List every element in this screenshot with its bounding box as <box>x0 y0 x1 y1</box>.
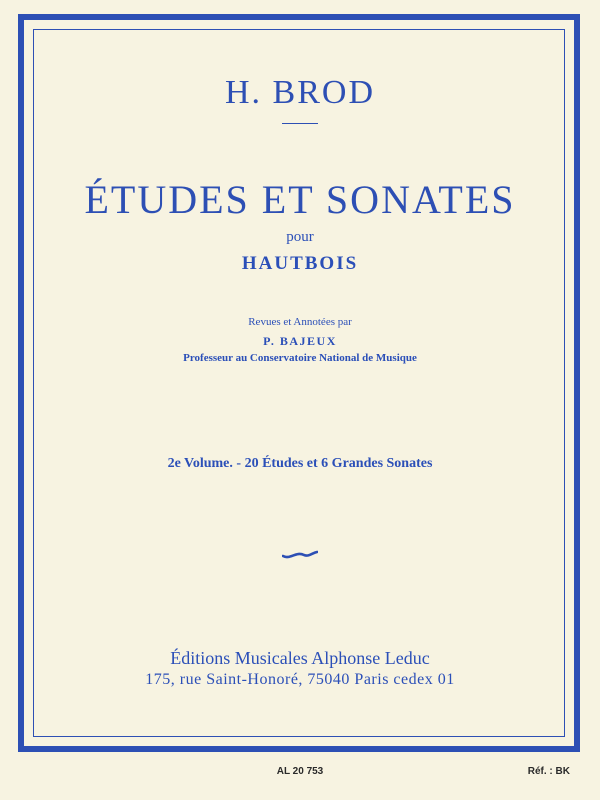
volume-description: 2e Volume. - 20 Études et 6 Grandes Sonates <box>167 456 433 471</box>
instrument-name: HAUTBOIS <box>241 253 359 274</box>
divider-rule <box>282 123 318 124</box>
editor-name: P. BAJEUX <box>263 334 337 348</box>
publisher-address: 175, rue Saint-Honoré, 75040 Paris cedex 01 <box>145 671 455 688</box>
page-title: ÉTUDES ET SONATES <box>84 177 516 222</box>
reference-code: Réf. : BK <box>527 766 570 777</box>
editor-title: Professeur au Conservatoire National de Musique <box>183 352 417 364</box>
pour-label: pour <box>286 229 314 245</box>
decorative-border <box>18 14 580 752</box>
publisher-name: Éditions Musicales Alphonse Leduc <box>170 648 430 668</box>
author-name: H. BROD <box>224 74 376 111</box>
ornament-swash-icon <box>282 547 318 561</box>
revised-by-label: Revues et Annotées par <box>248 316 352 328</box>
catalog-number: AL 20 753 <box>276 766 324 777</box>
inner-border-line <box>33 29 565 737</box>
